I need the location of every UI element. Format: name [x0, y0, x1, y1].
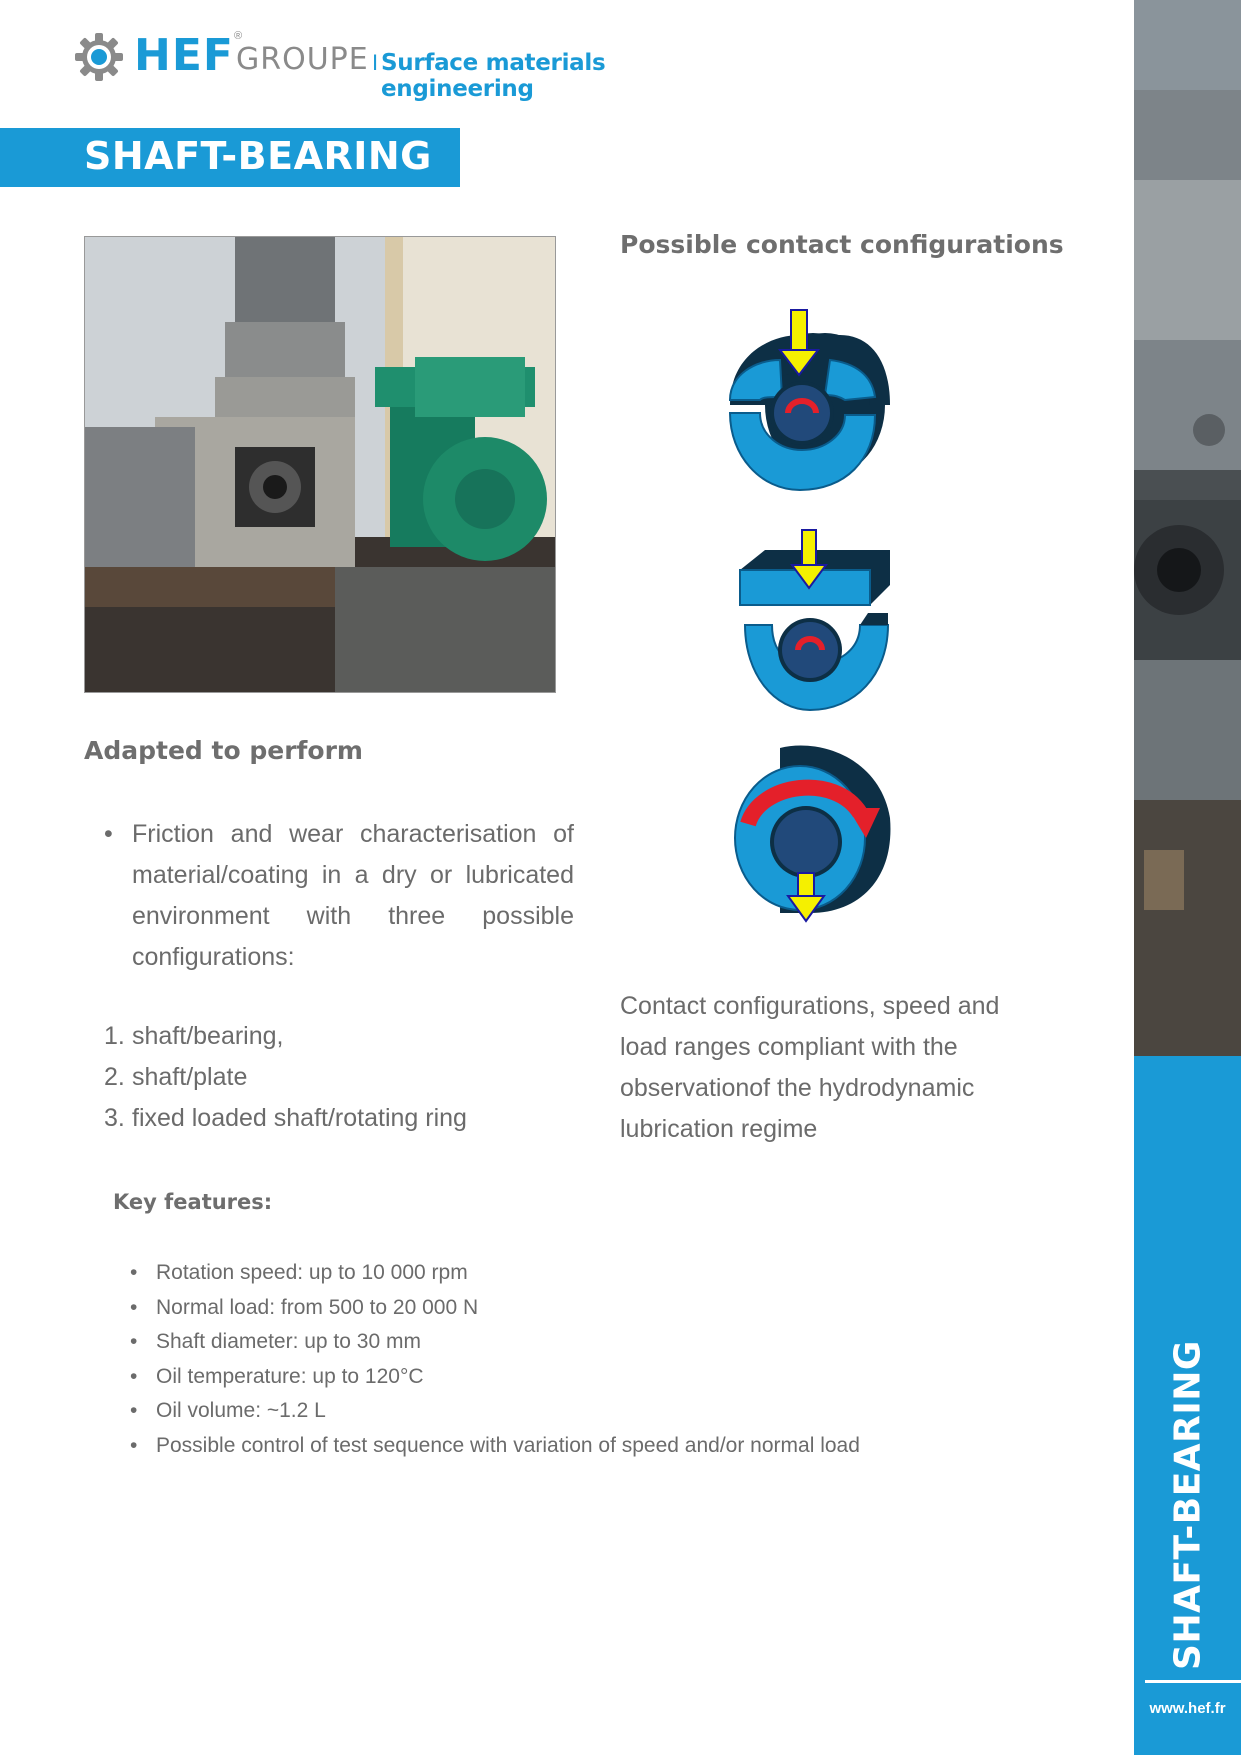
- logo-registered-mark: ®: [234, 30, 243, 42]
- list-item-text: shaft/plate: [132, 1063, 248, 1091]
- feature-text: Shaft diameter: up to 30 mm: [156, 1330, 421, 1353]
- fixed-shaft-rotating-ring-diagram: [720, 738, 900, 928]
- contact-configurations-heading: Possible contact configurations: [620, 230, 1064, 259]
- website-link[interactable]: www.hef.fr: [1149, 1700, 1226, 1717]
- adapted-to-perform-heading: Adapted to perform: [84, 736, 363, 765]
- test-rig-photo: [84, 236, 556, 693]
- contact-configurations-description: Contact configurations, speed and load ranges compliant with the observationof the hydrodynamic lubrication regime: [620, 992, 1000, 1143]
- key-features-heading: Key features:: [113, 1190, 273, 1214]
- sidebar-photo: [1134, 0, 1241, 1056]
- feature-text: Normal load: from 500 to 20 000 N: [156, 1295, 479, 1319]
- sidebar-vertical-title-text: SHAFT-BEARING: [1167, 1340, 1208, 1670]
- bullet-dot: •: [130, 1261, 138, 1284]
- bullet-dot: •: [130, 1399, 138, 1422]
- logo-hef-text: HEF: [134, 30, 234, 81]
- gear-logo-icon: [74, 32, 124, 82]
- title-band: [0, 128, 460, 187]
- bullet-dot: •: [130, 1364, 138, 1388]
- capability-bullet: [104, 814, 574, 978]
- capability-bullet-text: Friction and wear characterisation of material/coating in a dry or lubricated environment with three possible configurations:: [132, 820, 574, 971]
- list-number: 3.: [104, 1104, 125, 1132]
- bullet-dot: •: [104, 820, 113, 848]
- list-item-text: shaft/bearing,: [132, 1022, 284, 1050]
- list-item-text: fixed loaded shaft/rotating ring: [132, 1104, 467, 1132]
- logo-tagline: Surface materials engineering: [381, 50, 606, 102]
- feature-text: Possible control of test sequence with variation of speed and/or normal load: [156, 1433, 860, 1457]
- logo-separator: I: [372, 50, 379, 75]
- shaft-bearing-diagram: [720, 305, 900, 495]
- bullet-dot: •: [130, 1433, 138, 1457]
- feature-text: Rotation speed: up to 10 000 rpm: [156, 1261, 468, 1284]
- shaft-plate-diagram: [720, 525, 900, 715]
- page-title: SHAFT-BEARING: [84, 134, 432, 178]
- logo-groupe-text: GROUPE: [236, 42, 369, 77]
- bullet-dot: •: [130, 1295, 138, 1319]
- list-number: 2.: [104, 1063, 125, 1091]
- list-number: 1.: [104, 1022, 125, 1050]
- sidebar-divider: [1145, 1680, 1241, 1683]
- feature-text: Oil temperature: up to 120°C: [156, 1364, 424, 1388]
- company-logo[interactable]: [74, 30, 714, 102]
- sidebar-vertical-title: [1134, 1340, 1241, 1670]
- feature-text: Oil volume: ~1.2 L: [156, 1399, 326, 1422]
- bullet-dot: •: [130, 1330, 138, 1353]
